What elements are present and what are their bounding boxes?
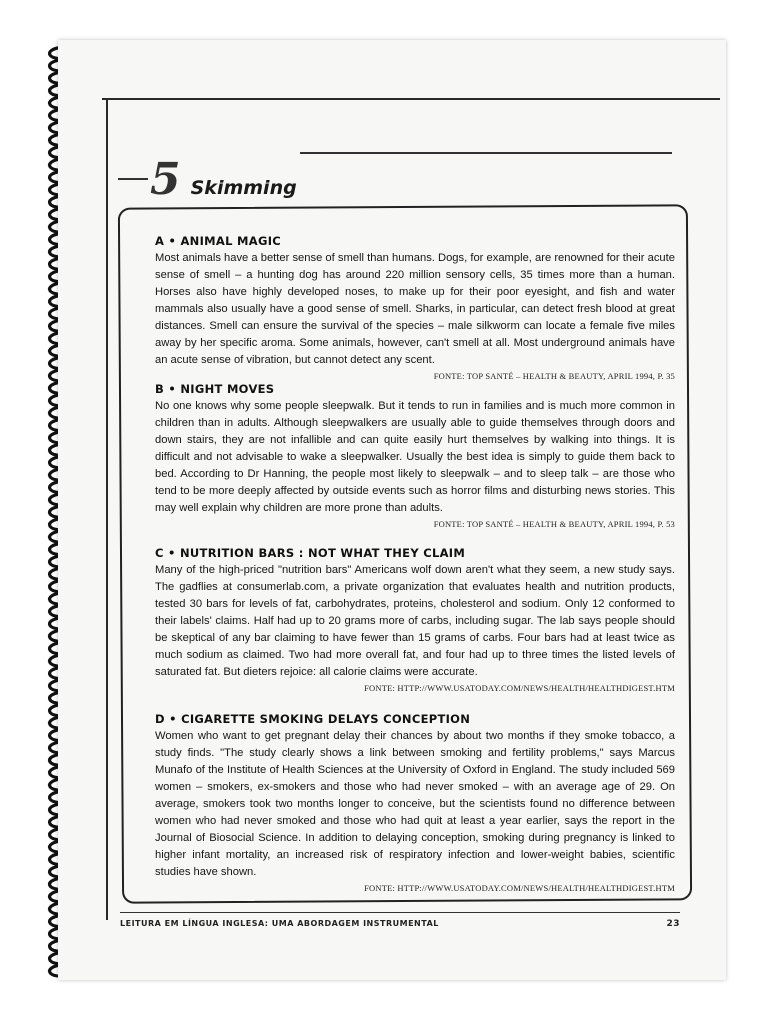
section-animal-magic <box>155 234 675 381</box>
section-source: FONTE: HTTP://WWW.USATODAY.COM/NEWS/HEALTH/HEALTHDIGEST.HTM <box>364 883 675 893</box>
section-nutrition-bars <box>155 546 675 693</box>
section-body: Many of the high-priced "nutrition bars" Americans wolf down aren't what they seem, a new study says. The gadflies at consumerlab.com, a private organization that evaluates health and nutrition products, tested 30 bars for levels of fat, carbohydrates, proteins, cholesterol and sodium. Only 12 conformed to their labels' claims. Half had up to 20 grams more of carbs, including sugar. The lab says people should be skeptical of any bar claiming to have fewer than 15 grams of carbs. Four bars had at least twice as much sodium as claimed. Two had more overall fat, and four had up to three times the listed levels of saturated fat. But dieters rejoice: all calorie claims were accurate. <box>155 564 675 678</box>
section-cigarette-smoking <box>155 712 675 893</box>
section-heading: C • NUTRITION BARS : NOT WHAT THEY CLAIM <box>155 546 466 560</box>
chapter-heading <box>150 154 297 205</box>
section-heading: A • ANIMAL MAGIC <box>155 234 282 248</box>
section-heading: D • CIGARETTE SMOKING DELAYS CONCEPTION <box>155 712 471 726</box>
chapter-title: Skimming <box>190 177 297 199</box>
book-title: LEITURA EM LÍNGUA INGLESA: UMA ABORDAGEM INSTRUMENTAL <box>120 919 439 928</box>
section-body: Most animals have a better sense of smell than humans. Dogs, for example, are renowned for their acute sense of smell – a hunting dog has around 220 million sensory cells, 35 times more than a human. Horses also have highly developed noses, to make up for their poor eyesight, and fish and water mammals also usually have a good sense of smell. Sharks, in particular, can detect fresh blood at great distances. Smell can ensure the survival of the species – male silkworm can locate a female five miles away by her specific aroma. Some animals, however, can't smell at all. Most underground animals have an acute sense of vibration, but cannot detect any scent. <box>155 252 675 366</box>
section-source: FONTE: TOP SANTÉ – HEALTH & BEAUTY, APRIL 1994, P. 35 <box>433 371 675 381</box>
section-night-moves <box>155 382 675 529</box>
section-source: FONTE: TOP SANTÉ – HEALTH & BEAUTY, APRIL 1994, P. 53 <box>433 519 675 529</box>
chapter-rule-right <box>300 152 672 154</box>
section-body: No one knows why some people sleepwalk. But it tends to run in families and is much more common in children than in adults. Although sleepwalkers are usually able to guide themselves through doors and down stairs, they are not infallible and can quite easily hurt themselves by walking into things. It is difficult and not advisable to wake a sleepwalker. Usually the best idea is simply to guide them back to bed. According to Dr Hanning, the people most likely to sleepwalk – and to sleep talk – are those who tend to be more deeply affected by outside events such as horror films and disturbing news stories. This may well explain why children are more prone than adults. <box>155 400 675 514</box>
section-source: FONTE: HTTP://WWW.USATODAY.COM/NEWS/HEALTH/HEALTHDIGEST.HTM <box>364 683 675 693</box>
section-body: Women who want to get pregnant delay their chances by about two months if they smoke tobacco, a study finds. "The study clearly shows a link between smoking and fertility problems," says Marcus Munafo of the Institute of Health Sciences at the University of Oxford in England. The study included 569 women – smokers, ex-smokers and those who had never smoked – with an average age of 29. On average, smokers took two months longer to conceive, but the scientists found no difference between women who had never smoked and those who had quit at least a year earlier, says the report in the Journal of Biosocial Science. In addition to delaying conception, smoking during pregnancy is linked to higher infant mortality, an increased risk of respiratory infection and lower-weight babies, scientific studies have shown. <box>155 730 675 878</box>
page-footer <box>120 912 680 929</box>
side-rule <box>106 100 108 920</box>
top-rule <box>102 98 720 100</box>
page-number: 23 <box>666 919 680 929</box>
chapter-rule <box>118 178 148 180</box>
chapter-number: 5 <box>150 154 181 205</box>
section-heading: B • NIGHT MOVES <box>155 382 275 396</box>
